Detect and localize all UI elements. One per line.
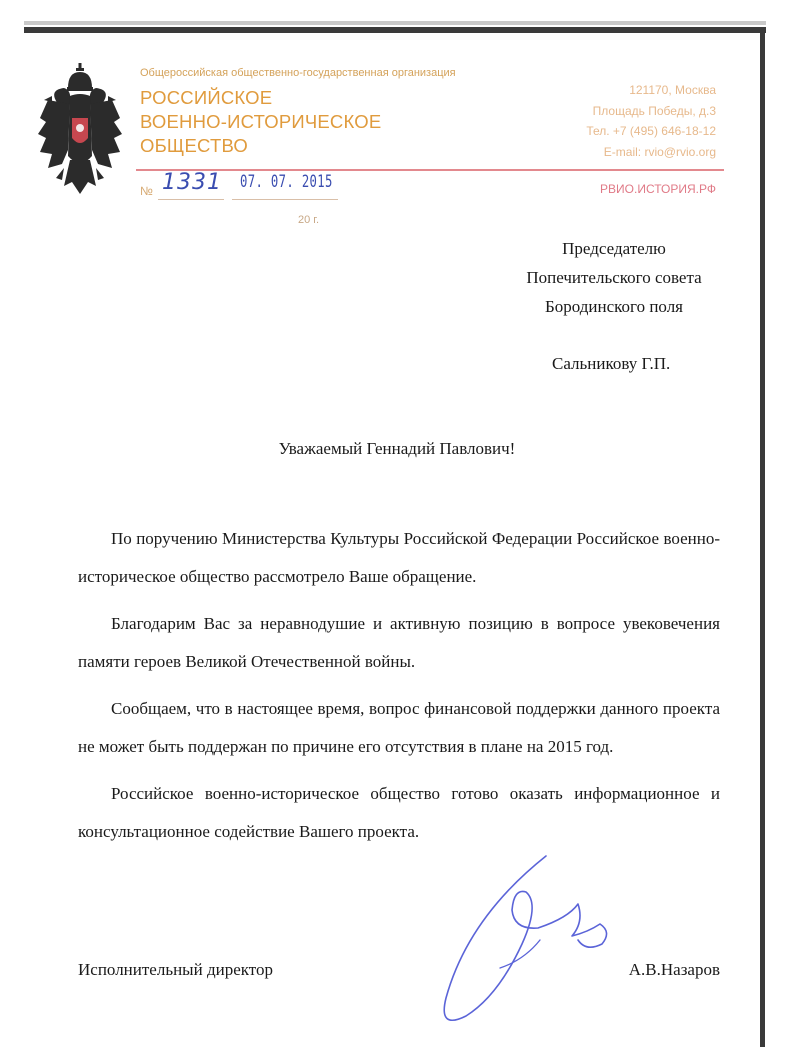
number-underline [158,199,224,200]
org-address [586,80,716,162]
letter-body [78,520,720,860]
year-label: 20 г. [298,214,320,226]
addressee-line: Председателю [562,239,666,258]
signatory-title: Исполнительный директор [78,960,273,979]
right-border [760,27,765,1047]
registration-date: 07. 07. 2015 [240,172,333,192]
org-name [140,86,381,158]
org-name-line: ОБЩЕСТВО [140,135,248,156]
recipient-name: Сальникову Г.П. [552,354,671,373]
address-street: Площадь Победы, д.3 [592,103,716,118]
paragraph: Сообщаем, что в настоящее время, вопрос финансовой поддержки данного проекта не может быть поддержан по причине его отсутствия в плане на 2015 год. [78,699,720,756]
top-border-light [24,21,766,25]
org-name-line: ВОЕННО-ИСТОРИЧЕСКОЕ [140,111,382,132]
address-email: E-mail: rvio@rvio.org [603,144,716,159]
address-city: 121170, Москва [629,83,716,97]
paragraph: По поручению Министерства Культуры Российской Федерации Российское военно-историческое общество рассмотрело Ваше обращение. [78,529,720,586]
addressee-line: Бородинского поля [544,297,684,316]
number-label: № [140,184,153,198]
top-border [24,27,766,33]
greeting: Уважаемый Геннадий Павлович! [278,439,516,458]
paragraph: Российское военно-историческое общество готово оказать информационное и консультационное содействие Вашего проекта. [78,784,720,841]
org-tagline: Общероссийская общественно-государственная организация [140,67,456,79]
date-underline [232,199,338,200]
letterhead-divider [136,169,724,171]
double-headed-eagle-icon [34,60,126,210]
addressee-block [508,234,720,321]
handwritten-signature [428,848,618,1033]
paragraph: Благодарим Вас за неравнодушие и активную позицию в вопросе увековечения памяти героев Великой Отечественной войны. [78,614,720,671]
org-website: РВИО.ИСТОРИЯ.РФ [600,182,716,196]
org-name-line: РОССИЙСКОЕ [140,87,273,108]
address-phone: Тел. +7 (495) 646-18-12 [586,124,716,138]
signatory-name: А.В.Назаров [628,960,720,979]
addressee-line: Попечительского совета [526,268,702,287]
registration-number: 1331 [162,170,222,195]
